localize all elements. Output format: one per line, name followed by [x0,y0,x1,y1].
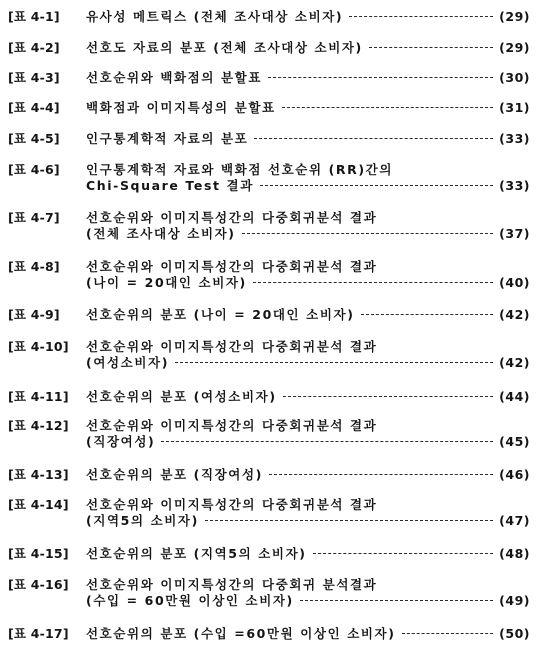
toc-entry [8,210,530,242]
dot-leader [282,107,493,108]
table-number: [표 4-12] [8,418,69,433]
table-number: [표 4-11] [8,389,69,404]
dot-leader [300,600,493,601]
table-caption: 선호순위의 분포 (나이 = 20대인 소비자) [86,307,355,322]
toc-entry [8,467,530,483]
table-number: [표 4-2] [8,40,60,55]
dot-leader [253,282,493,283]
table-number: [표 4-7] [8,210,60,225]
dot-leader [161,441,493,442]
table-caption: 선호순위의 분포 (수입 =60만원 이상인 소비자) [86,626,396,641]
table-caption: 선호순위와 이미지특성간의 다중회귀분석 결과 [86,339,378,354]
table-caption: 유사성 메트릭스 (전체 조사대상 소비자) [86,9,344,24]
dot-leader [268,77,493,78]
dot-leader [205,520,493,521]
toc-entry [8,626,530,642]
page-number: (44) [499,389,530,404]
page-number: (29) [499,9,530,24]
table-caption: 선호순위의 분포 (지역5의 소비자) [86,546,307,561]
dot-leader [349,16,493,17]
page-number: (45) [499,434,530,449]
table-caption: 선호순위와 백화점의 분할표 [86,70,263,85]
dot-leader [283,396,494,397]
table-number: [표 4-9] [8,307,60,322]
toc-entry [8,162,530,194]
dot-leader [260,185,493,186]
table-number: [표 4-1] [8,9,60,24]
page-number: (31) [499,100,530,115]
dot-leader [369,47,493,48]
table-caption: 선호도 자료의 분포 (전체 조사대상 소비자) [86,40,363,55]
page-number: (29) [499,40,530,55]
toc-entry [8,389,530,405]
toc-entry [8,339,530,371]
toc-entry [8,307,530,323]
table-caption: 인구통계학적 자료와 백화점 선호순위 (RR)간의 [86,162,394,177]
page-number: (40) [499,275,530,290]
table-caption: 선호순위와 이미지특성간의 다중회귀분석 결과 [86,497,378,512]
toc-entry [8,497,530,529]
table-caption: 선호순위와 이미지특성간의 다중회귀 분석결과 [86,577,378,592]
toc-entry [8,70,530,86]
toc-entry [8,9,530,25]
table-number: [표 4-14] [8,497,69,512]
table-number: [표 4-5] [8,131,60,146]
page-number: (46) [499,467,530,482]
table-number: [표 4-13] [8,467,69,482]
page-number: (42) [499,307,530,322]
toc-entry [8,100,530,116]
toc-entry [8,259,530,291]
dot-leader [402,633,494,634]
page-number: (49) [499,593,530,608]
table-caption: 선호순위의 분포 (직장여성) [86,467,263,482]
table-number: [표 4-10] [8,339,69,354]
page-number: (50) [499,626,530,641]
table-number: [표 4-16] [8,577,69,592]
table-number: [표 4-4] [8,100,60,115]
table-caption-cont: (나이 = 20대인 소비자) [86,275,247,290]
table-caption: 선호순위의 분포 (여성소비자) [86,389,277,404]
dot-leader [313,553,494,554]
table-number: [표 4-17] [8,626,69,641]
table-caption: 선호순위와 이미지특성간의 다중회귀분석 결과 [86,210,378,225]
page-number: (33) [499,131,530,146]
toc-entry [8,131,530,147]
page-number: (48) [499,546,530,561]
table-number: [표 4-6] [8,162,60,177]
table-caption-cont: Chi-Square Test 결과 [86,178,254,193]
page-number: (33) [499,178,530,193]
table-caption-cont: (수입 = 60만원 이상인 소비자) [86,593,294,608]
page-number: (37) [499,226,530,241]
dot-leader [242,233,494,234]
dot-leader [269,474,493,475]
dot-leader [254,138,493,139]
table-caption-cont: (전체 조사대상 소비자) [86,226,236,241]
toc-entry [8,577,530,609]
page-number: (42) [499,355,530,370]
table-caption-cont: (직장여성) [86,434,156,449]
page-number: (47) [499,513,530,528]
table-caption: 인구통계학적 자료의 분포 [86,131,249,146]
table-caption: 백화점과 이미지특성의 분할표 [86,100,276,115]
table-number: [표 4-15] [8,546,69,561]
table-caption-cont: (지역5의 소비자) [86,513,199,528]
table-caption: 선호순위와 이미지특성간의 다중회귀분석 결과 [86,259,378,274]
table-number: [표 4-3] [8,70,60,85]
dot-leader [175,362,493,363]
dot-leader [361,314,494,315]
table-caption-cont: (여성소비자) [86,355,170,370]
page-number: (30) [499,70,530,85]
toc-entry [8,418,530,450]
table-caption: 선호순위와 이미지특성간의 다중회귀분석 결과 [86,418,378,433]
toc-entry [8,546,530,562]
toc-entry [8,40,530,56]
table-number: [표 4-8] [8,259,60,274]
